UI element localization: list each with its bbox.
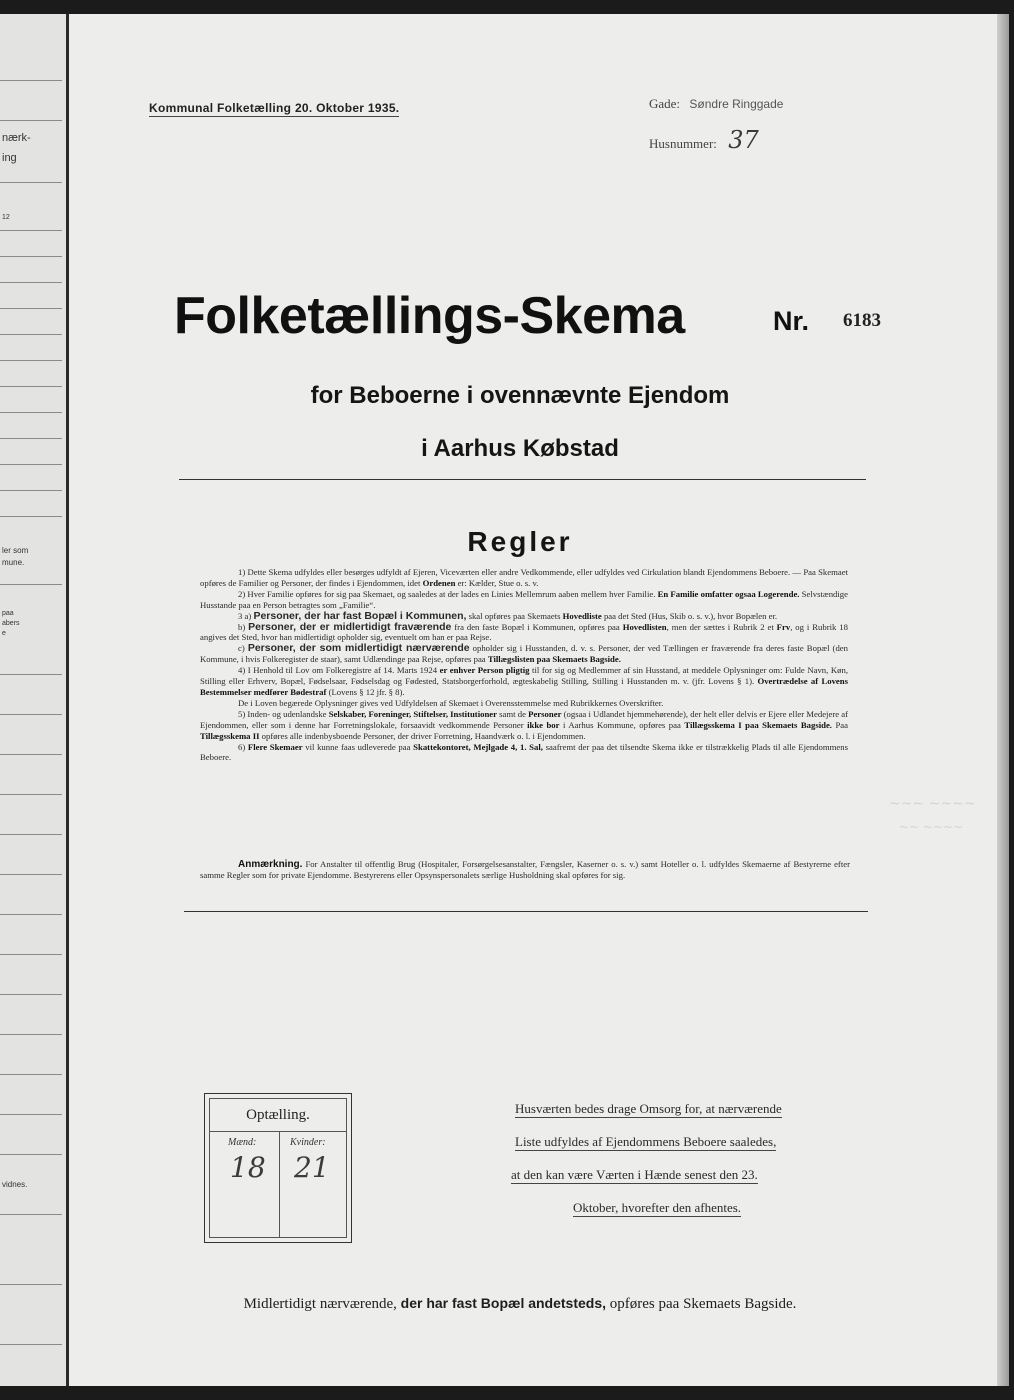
form-title: Folketællings-Skema — [174, 287, 685, 345]
divider-top — [179, 479, 866, 480]
notice-line-2: Liste udfyldes af Ejendommens Beboere saaledes, — [515, 1134, 777, 1149]
street-value: Søndre Ringgade — [689, 97, 784, 111]
left-fragment: ing — [2, 152, 17, 164]
annotation-paragraph — [200, 859, 850, 881]
form-subtitle-2: i Aarhus Købstad — [421, 435, 619, 462]
count-box — [204, 1093, 352, 1243]
census-form-page — [69, 14, 997, 1386]
rule-3c: c) Personer, der som midlertidigt nærværende opholder sig i Husstanden, d. v. s. Personer, der ved Tællingen er fraværende fra deres faste Bopæl (den Kommune, i hvis Folkeregister de staar), samt Udlændinge paa Rejse, opføres paa Tillægslisten paa Skemaets Bagside. — [200, 642, 848, 665]
annotation-text: For Anstalter til offentlig Brug (Hospitaler, Forsørgelsesanstalter, Fængsler, Kaserner o. s. v.) samt Hoteller o. l. udfyldes Skemaerne af Bestyrerne efter samme Regler som for private Ejendomme. Bestyrerens eller Opsynspersonalets særlige Husholdning skal opføres for sig. — [200, 859, 850, 880]
form-subtitle-1: for Beboerne i ovennævnte Ejendom — [310, 382, 730, 409]
left-fragment: abers — [2, 620, 20, 627]
footer-note: Midlertidigt nærværende, der har fast Bopæl andetsteds, opføres paa Skemaets Bagside. — [243, 1295, 797, 1312]
left-page-edge — [0, 14, 69, 1386]
notice-line-4: Oktober, hvorefter den afhentes. — [573, 1200, 742, 1215]
house-number-label: Husnummer: — [649, 136, 717, 151]
census-title-header: Kommunal Folketælling 20. Oktober 1935. — [149, 101, 400, 115]
form-number-label: Nr. — [773, 306, 810, 336]
rule-6: 6) Flere Skemaer vil kunne faas udleverede paa Skattekontoret, Mejlgade 4, 1. Sal, saafremt der paa det tilsendte Skema ikke er tilstrækkelig Plads til alle Ejendommens Beboere. — [200, 741, 848, 763]
bleed-through-mark: ~~~ ~~~~ — [889, 796, 976, 812]
left-fragment: 12 — [2, 214, 10, 221]
notice-line-1: Husværten bedes drage Omsorg for, at nærværende — [515, 1101, 782, 1116]
house-number-line — [649, 126, 759, 154]
rule-1: 1) Dette Skema udfyldes eller besørges udfyldt af Ejeren, Viceværten eller andre Vedkommende, eller udfyldes ved Cirkulation blandt Ejendommens Beboere. — Paa Skemaet opføres de Familier og Personer, der findes i Ejendommen, idet Ordenen er: Kælder, Stue o. s. v. — [200, 567, 848, 588]
left-fragment: mune. — [2, 558, 25, 567]
house-number-handwritten: 37 — [728, 126, 759, 154]
notice-line-3: at den kan være Værten i Hænde senest den 23. — [511, 1167, 758, 1182]
rule-4b: De i Loven begærede Oplysninger gives ved Udfyldelsen af Skemaet i Overensstemmelse med Rubrikkernes Overskrifter. — [238, 697, 664, 708]
rules-heading: Regler — [467, 526, 573, 557]
rule-3b: b) Personer, der er midlertidigt fraværende fra den faste Bopæl i Kommunen, opføres paa Hovedlisten, men der sættes i Rubrik 2 et Frv, og i Rubrik 18 angives det Sted, hvor han midlertidigt opholder sig, eventuelt om han er paa Rejse. — [200, 620, 848, 643]
rule-2: 2) Hver Familie opføres for sig paa Skemaet, og saaledes at der lades en Linies Mellemrum aaben mellem hver Familie. En Familie omfatter ogsaa Logerende. Selvstændige Husstande paa en Person betragtes som „Familie“. — [200, 588, 849, 610]
street-line — [649, 96, 783, 112]
left-fragment: nærk- — [2, 132, 31, 144]
divider-bottom — [184, 911, 868, 912]
men-count-handwritten: 18 — [230, 1151, 266, 1184]
annotation-title: Anmærkning. — [238, 859, 303, 870]
women-label: Kvinder: — [290, 1137, 326, 1148]
form-number: 6183 — [843, 310, 881, 331]
men-label: Mænd: — [228, 1137, 257, 1148]
rule-4: 4) I Henhold til Lov om Folkeregistre af 14. Marts 1924 er enhver Person pligtig til for sig og Medlemmer af sin Husstand, at meddele Oplysninger om: Fulde Navn, Køn, Stilling eller Erhverv, Bopæl, Fødselsaar, Fødselsdag og Fødested, Statsborgerforhold, ægteskabelig Stilling, Stilling i Husstanden m. v. (jfr. Lovens § 1). Overtrædelse af Lovens Bestemmelser medfører Bødestraf (Lovens § 12 jfr. § 8). — [200, 665, 849, 697]
bleed-through-mark: ~~ ~~~~ — [899, 820, 964, 834]
left-fragment: ler som — [2, 546, 29, 555]
count-box-title: Optælling. — [246, 1107, 310, 1123]
rule-5: 5) Inden- og udenlandske Selskaber, Foreninger, Stiftelser, Institutioner samt de Personer (ogsaa i Udlandet hjemmehørende), der helt eller delvis er Ejere eller Medejere af Ejendommen, eller som i denne har Forretningslokale, forsaavidt vedkommende Personer ikke bor i Aarhus Kommune, opføres paa Tillægsskema I paa Skemaets Bagside. Paa Tillægsskema II opføres alle indenbysboende Personer, der driver Forretning, Haandværk o. l. i Ejendommen. — [200, 708, 848, 741]
rule-3a: 3 a) Personer, der har fast Bopæl i Kommunen, skal opføres paa Skemaets Hovedliste paa det Sted (Hus, Skib o. s. v.), hvor Bopælen er. — [238, 609, 778, 622]
left-fragment: paa — [2, 610, 14, 617]
women-count-handwritten: 21 — [294, 1151, 330, 1184]
left-fragment: e — [2, 630, 6, 637]
rules-text — [200, 567, 848, 763]
street-label: Gade: — [649, 96, 681, 111]
page-edge-right — [997, 14, 1009, 1386]
left-fragment: vidnes. — [2, 1180, 28, 1189]
